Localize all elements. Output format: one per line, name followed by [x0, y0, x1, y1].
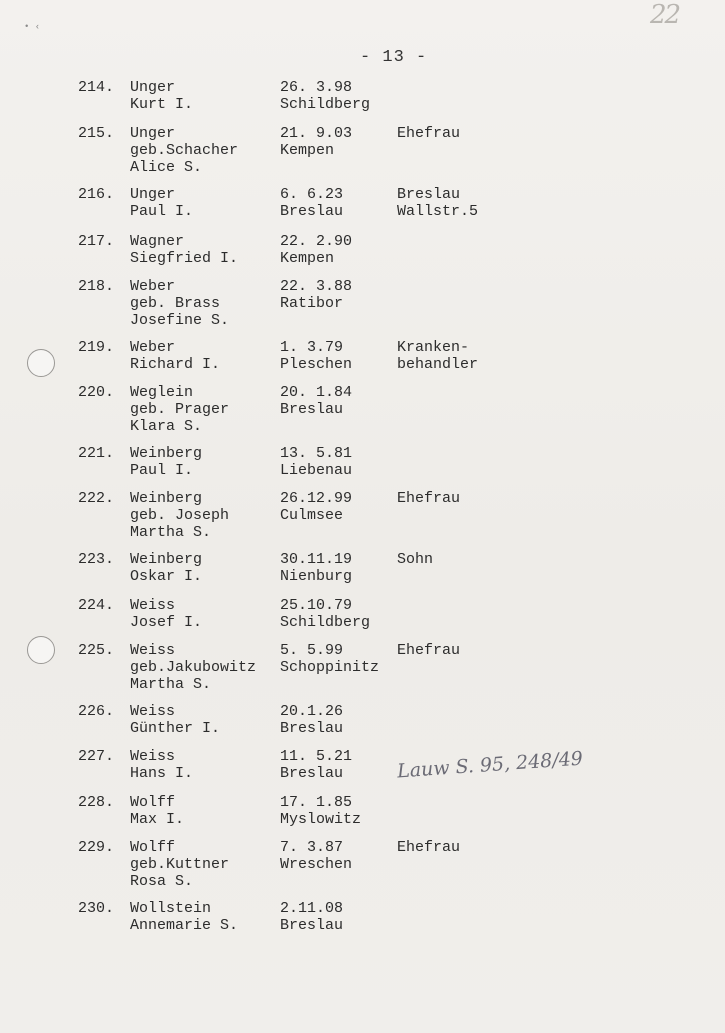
- name-line: Weinberg: [130, 445, 203, 462]
- name-line: Kurt I.: [130, 96, 194, 113]
- birth-place: Nienburg: [280, 568, 353, 585]
- person-name: [130, 186, 193, 220]
- birth-place: Kempen: [280, 250, 335, 267]
- name-line: Martha S.: [130, 676, 212, 693]
- name-line: Günther I.: [130, 720, 221, 737]
- name-line: Max I.: [130, 811, 185, 828]
- entry-number: 219.: [78, 339, 115, 356]
- birth-date: 1. 3.79: [280, 339, 344, 356]
- birth-date: 30.11.19: [280, 551, 353, 568]
- birth-place: Myslowitz: [280, 811, 362, 828]
- birth-place: Pleschen: [280, 356, 353, 373]
- entry-number: 226.: [78, 703, 115, 720]
- entry-number: 222.: [78, 490, 115, 507]
- birth-info: [280, 597, 370, 631]
- birth-place: Breslau: [280, 917, 344, 934]
- remark: [397, 339, 478, 373]
- entry-number: 229.: [78, 839, 115, 856]
- name-line: Weber: [130, 339, 176, 356]
- name-line: Alice S.: [130, 159, 203, 176]
- person-name: [130, 748, 193, 782]
- entry-number: 218.: [78, 278, 115, 295]
- person-name: [130, 597, 202, 631]
- name-line: Wagner: [130, 233, 185, 250]
- name-line: Paul I.: [130, 203, 194, 220]
- birth-info: [280, 186, 343, 220]
- entry-number: 215.: [78, 125, 115, 142]
- entry-number: 214.: [78, 79, 115, 96]
- birth-info: [280, 839, 352, 873]
- person-name: [130, 339, 220, 373]
- birth-info: [280, 703, 343, 737]
- name-line: Wolff: [130, 839, 176, 856]
- name-line: Unger: [130, 79, 176, 96]
- remark-line: Ehefrau: [397, 839, 461, 856]
- person-name: [130, 490, 229, 541]
- remark-line: Breslau: [397, 186, 461, 203]
- birth-date: 11. 5.21: [280, 748, 353, 765]
- birth-info: [280, 794, 361, 828]
- birth-date: 17. 1.85: [280, 794, 353, 811]
- birth-date: 20. 1.84: [280, 384, 353, 401]
- birth-date: 7. 3.87: [280, 839, 344, 856]
- name-line: Siegfried I.: [130, 250, 239, 267]
- birth-date: 26. 3.98: [280, 79, 353, 96]
- entry-number: 221.: [78, 445, 115, 462]
- birth-date: 22. 2.90: [280, 233, 353, 250]
- name-line: Annemarie S.: [130, 917, 239, 934]
- name-line: geb. Joseph: [130, 507, 230, 524]
- person-name: [130, 278, 229, 329]
- birth-place: Liebenau: [280, 462, 353, 479]
- name-line: Martha S.: [130, 524, 212, 541]
- birth-date: 2.11.08: [280, 900, 344, 917]
- person-name: [130, 703, 220, 737]
- remark-line: Ehefrau: [397, 642, 461, 659]
- birth-place: Ratibor: [280, 295, 344, 312]
- person-name: [130, 794, 184, 828]
- name-line: Richard I.: [130, 356, 221, 373]
- name-line: Klara S.: [130, 418, 203, 435]
- entry-number: 220.: [78, 384, 115, 401]
- birth-info: [280, 551, 352, 585]
- remark: [397, 490, 460, 507]
- name-line: Weiss: [130, 748, 176, 765]
- remark-line: Kranken-: [397, 339, 470, 356]
- entry-number: 216.: [78, 186, 115, 203]
- name-line: Oskar I.: [130, 568, 203, 585]
- birth-place: Wreschen: [280, 856, 353, 873]
- birth-info: [280, 900, 343, 934]
- remark: [397, 839, 460, 856]
- name-line: geb.Jakubowitz: [130, 659, 257, 676]
- entry-number: 224.: [78, 597, 115, 614]
- person-name: [130, 642, 256, 693]
- name-line: Weiss: [130, 597, 176, 614]
- name-line: Rosa S.: [130, 873, 194, 890]
- birth-info: [280, 384, 352, 418]
- name-line: geb.Kuttner: [130, 856, 230, 873]
- name-line: Weinberg: [130, 490, 203, 507]
- birth-date: 26.12.99: [280, 490, 353, 507]
- birth-info: [280, 445, 352, 479]
- punch-hole: [27, 636, 55, 664]
- birth-place: Schoppinitz: [280, 659, 380, 676]
- birth-date: 21. 9.03: [280, 125, 353, 142]
- person-name: [130, 839, 229, 890]
- birth-place: Breslau: [280, 765, 344, 782]
- birth-place: Breslau: [280, 720, 344, 737]
- name-line: Weber: [130, 278, 176, 295]
- name-line: geb. Brass: [130, 295, 221, 312]
- person-name: [130, 125, 238, 176]
- person-name: [130, 900, 238, 934]
- margin-mark: • ‹: [24, 22, 41, 32]
- remark: [397, 125, 460, 142]
- birth-place: Schildberg: [280, 96, 371, 113]
- birth-info: [280, 748, 352, 782]
- person-name: [130, 233, 238, 267]
- name-line: Unger: [130, 186, 176, 203]
- name-line: Hans I.: [130, 765, 194, 782]
- remark-line: Sohn: [397, 551, 434, 568]
- name-line: Wollstein: [130, 900, 212, 917]
- birth-info: [280, 278, 352, 312]
- remark-line: Wallstr.5: [397, 203, 479, 220]
- name-line: Weiss: [130, 642, 176, 659]
- name-line: Weiss: [130, 703, 176, 720]
- birth-date: 5. 5.99: [280, 642, 344, 659]
- birth-date: 13. 5.81: [280, 445, 353, 462]
- person-name: [130, 79, 193, 113]
- punch-hole: [27, 349, 55, 377]
- name-line: geb.Schacher: [130, 142, 239, 159]
- entry-number: 227.: [78, 748, 115, 765]
- birth-info: [280, 490, 352, 524]
- birth-info: [280, 125, 352, 159]
- entry-number: 225.: [78, 642, 115, 659]
- birth-date: 6. 6.23: [280, 186, 344, 203]
- name-line: Paul I.: [130, 462, 194, 479]
- name-line: Josef I.: [130, 614, 203, 631]
- entry-number: 228.: [78, 794, 115, 811]
- remark: [397, 642, 460, 659]
- corner-page-mark: 22: [650, 0, 680, 30]
- person-name: [130, 551, 202, 585]
- birth-place: Kempen: [280, 142, 335, 159]
- remark-line: Ehefrau: [397, 490, 461, 507]
- remark: [397, 551, 433, 568]
- birth-place: Schildberg: [280, 614, 371, 631]
- birth-info: [280, 233, 352, 267]
- birth-place: Culmsee: [280, 507, 344, 524]
- name-line: Weglein: [130, 384, 194, 401]
- person-name: [130, 445, 202, 479]
- birth-date: 25.10.79: [280, 597, 353, 614]
- person-name: [130, 384, 229, 435]
- entry-number: 217.: [78, 233, 115, 250]
- name-line: Josefine S.: [130, 312, 230, 329]
- page-number: - 13 -: [360, 48, 428, 67]
- handwritten-note: Lauw S. 95, 248/49: [396, 747, 584, 783]
- remark-line: Ehefrau: [397, 125, 461, 142]
- birth-date: 20.1.26: [280, 703, 344, 720]
- birth-info: [280, 642, 379, 676]
- birth-place: Breslau: [280, 203, 344, 220]
- entry-number: 223.: [78, 551, 115, 568]
- name-line: Weinberg: [130, 551, 203, 568]
- birth-date: 22. 3.88: [280, 278, 353, 295]
- entry-number: 230.: [78, 900, 115, 917]
- birth-place: Breslau: [280, 401, 344, 418]
- name-line: Wolff: [130, 794, 176, 811]
- birth-info: [280, 339, 352, 373]
- name-line: Unger: [130, 125, 176, 142]
- birth-info: [280, 79, 370, 113]
- remark-line: behandler: [397, 356, 479, 373]
- remark: [397, 186, 478, 220]
- name-line: geb. Prager: [130, 401, 230, 418]
